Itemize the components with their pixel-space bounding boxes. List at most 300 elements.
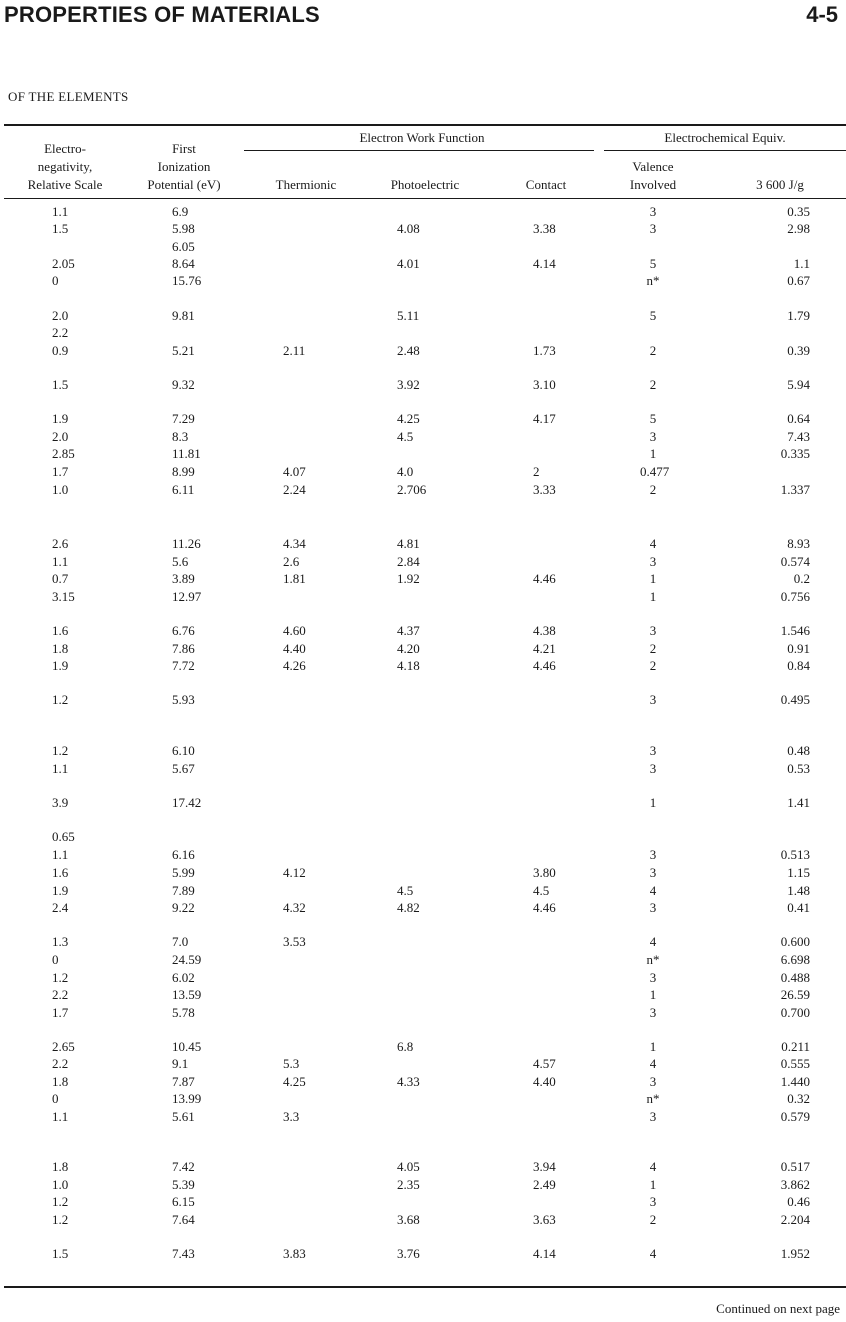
cell-contact: 2.49 [533, 1177, 556, 1192]
cell-photoelectric: 4.18 [397, 658, 420, 673]
cell-ionization: 5.6 [172, 554, 189, 569]
cell-ionization: 8.64 [172, 256, 195, 271]
cell-ionization: 7.87 [172, 1074, 195, 1089]
table-row [0, 570, 846, 588]
cell-ionization: 13.99 [172, 1091, 202, 1106]
cell-contact: 4.46 [533, 571, 556, 586]
cell-equiv: 0.488 [780, 970, 810, 985]
table-row [0, 794, 846, 812]
cell-photoelectric: 4.5 [397, 883, 414, 898]
cell-valence: 3 [649, 761, 657, 776]
cell-electronegativity: 1.0 [52, 482, 69, 497]
cell-valence: 3 [649, 900, 657, 915]
cell-equiv: 0.67 [787, 273, 810, 288]
cell-contact: 3.80 [533, 865, 556, 880]
cell-valence: 3 [649, 204, 657, 219]
col-header-contact: Contact [525, 177, 567, 192]
table-row [0, 622, 846, 640]
page-number: 4-5 [806, 2, 838, 27]
table-row [0, 553, 846, 571]
cell-photoelectric: 4.37 [397, 623, 420, 638]
cell-valence: 4 [649, 883, 657, 898]
col-header-thermionic: Thermionic [275, 177, 337, 192]
cell-thermionic: 1.81 [283, 571, 306, 586]
table-bottom-rule [4, 1286, 846, 1288]
cell-thermionic: 2.24 [283, 482, 306, 497]
cell-equiv: 5.94 [787, 377, 810, 392]
cell-ionization: 11.26 [172, 536, 201, 551]
cell-valence: n* [646, 273, 660, 288]
cell-valence: 2 [649, 641, 657, 656]
cell-equiv: 0.335 [780, 446, 810, 461]
col-header-photoelectric: Photoelectric [390, 177, 460, 192]
cell-valence: 1 [649, 1039, 657, 1054]
cell-equiv: 0.46 [787, 1194, 810, 1209]
cell-equiv: 0.39 [787, 343, 810, 358]
cell-equiv: 2.98 [787, 221, 810, 236]
cell-thermionic: 3.83 [283, 1246, 306, 1261]
cell-ionization: 7.0 [172, 934, 189, 949]
cell-valence: 1 [649, 795, 657, 810]
cell-valence: 5 [649, 308, 657, 323]
cell-valence: 2 [649, 1212, 657, 1227]
table-row [0, 481, 846, 499]
cell-electronegativity: 1.7 [52, 464, 69, 479]
cell-thermionic: 5.3 [283, 1056, 300, 1071]
cell-valence: 3 [649, 221, 657, 236]
cell-equiv: 1.546 [780, 623, 810, 638]
cell-electronegativity: 1.7 [52, 1005, 69, 1020]
cell-equiv: 7.43 [787, 429, 810, 444]
cell-valence: 3 [649, 847, 657, 862]
table-row [0, 986, 846, 1004]
cell-photoelectric: 4.5 [397, 429, 414, 444]
cell-valence: 3 [649, 1005, 657, 1020]
cell-contact: 4.5 [533, 883, 550, 898]
cell-electronegativity: 2.6 [52, 536, 69, 551]
cell-equiv: 26.59 [780, 987, 810, 1002]
cell-equiv: 3.862 [780, 1177, 810, 1192]
cell-valence: 4 [649, 1159, 657, 1174]
cell-photoelectric: 2.35 [397, 1177, 420, 1192]
cell-equiv: 0.517 [780, 1159, 810, 1174]
cell-ionization: 7.64 [172, 1212, 195, 1227]
cell-valence: 3 [649, 1109, 657, 1124]
cell-valence: 1 [649, 987, 657, 1002]
cell-photoelectric: 6.8 [397, 1039, 414, 1054]
cell-electronegativity: 1.1 [52, 554, 69, 569]
cell-ionization: 7.42 [172, 1159, 195, 1174]
cell-electronegativity: 1.1 [52, 1109, 69, 1124]
col-header-valence-line-2: Involved [629, 177, 677, 192]
cell-ionization: 8.3 [172, 429, 189, 444]
table-row [0, 1176, 846, 1194]
cell-electronegativity: 1.5 [52, 1246, 69, 1261]
group-header-electrochemical: Electrochemical Equiv. [664, 130, 786, 145]
cell-equiv: 0.53 [787, 761, 810, 776]
cell-ionization: 10.45 [172, 1039, 202, 1054]
cell-contact: 4.46 [533, 658, 556, 673]
cell-photoelectric: 4.82 [397, 900, 420, 915]
cell-valence: 3 [649, 554, 657, 569]
table-row [0, 1073, 846, 1091]
cell-ionization: 8.99 [172, 464, 195, 479]
cell-photoelectric: 3.76 [397, 1246, 420, 1261]
cell-contact: 1.73 [533, 343, 556, 358]
continued-note: Continued on next page [716, 1301, 840, 1316]
cell-equiv: 0.756 [780, 589, 810, 604]
cell-photoelectric: 4.81 [397, 536, 420, 551]
cell-photoelectric: 2.48 [397, 343, 420, 358]
cell-electronegativity: 1.1 [52, 847, 69, 862]
table-row [0, 588, 846, 606]
cell-ionization: 7.86 [172, 641, 195, 656]
cell-electronegativity: 1.8 [52, 1074, 69, 1089]
cell-valence: 4 [649, 536, 657, 551]
table-row [0, 846, 846, 864]
cell-electronegativity: 2.2 [52, 1056, 69, 1071]
cell-contact: 4.14 [533, 1246, 556, 1261]
cell-electronegativity: 0.65 [52, 829, 75, 844]
cell-valence: 2 [649, 343, 657, 358]
electrochemical-span-rule [604, 150, 846, 151]
col-header-ionization-line-2: Ionization [157, 159, 211, 174]
table-row [0, 760, 846, 778]
cell-electronegativity: 1.2 [52, 970, 69, 985]
cell-electronegativity: 3.15 [52, 589, 75, 604]
cell-electronegativity: 3.9 [52, 795, 69, 810]
table-row [0, 342, 846, 360]
cell-equiv: 0.91 [787, 641, 810, 656]
cell-photoelectric: 1.92 [397, 571, 420, 586]
col-header-electronegativity-line-1: Electro- [44, 141, 86, 156]
table-row [0, 324, 846, 342]
cell-contact: 3.38 [533, 221, 556, 236]
cell-equiv: 1.15 [787, 865, 810, 880]
cell-equiv: 0.41 [787, 900, 810, 915]
cell-valence: 1 [649, 1177, 657, 1192]
table-row [0, 657, 846, 675]
cell-electronegativity: 2.85 [52, 446, 75, 461]
cell-ionization: 6.02 [172, 970, 195, 985]
table-row [0, 828, 846, 846]
cell-ionization: 7.89 [172, 883, 195, 898]
cell-equiv: 0.555 [780, 1056, 810, 1071]
table-row [0, 951, 846, 969]
cell-equiv: 1.337 [780, 482, 810, 497]
cell-ionization: 5.39 [172, 1177, 195, 1192]
cell-electronegativity: 2.4 [52, 900, 69, 915]
cell-ionization: 5.98 [172, 221, 195, 236]
cell-valence: 1 [649, 571, 657, 586]
cell-photoelectric: 3.92 [397, 377, 420, 392]
cell-ionization: 5.61 [172, 1109, 195, 1124]
cell-contact: 2 [533, 464, 540, 479]
cell-contact: 4.17 [533, 411, 556, 426]
cell-electronegativity: 0.9 [52, 343, 69, 358]
col-header-ionization-line-3: Potential (eV) [147, 177, 221, 192]
cell-contact: 3.33 [533, 482, 556, 497]
cell-electronegativity: 1.2 [52, 1212, 69, 1227]
cell-photoelectric: 4.20 [397, 641, 420, 656]
table-row [0, 864, 846, 882]
table-row [0, 1245, 846, 1263]
cell-electronegativity: 2.65 [52, 1039, 75, 1054]
cell-equiv: 2.204 [780, 1212, 810, 1227]
cell-electronegativity: 0.7 [52, 571, 69, 586]
cell-electronegativity: 0 [52, 1091, 59, 1106]
cell-photoelectric: 3.68 [397, 1212, 420, 1227]
cell-contact: 4.57 [533, 1056, 556, 1071]
table-row [0, 969, 846, 987]
cell-ionization: 6.9 [172, 204, 189, 219]
cell-ionization: 9.1 [172, 1056, 189, 1071]
cell-electronegativity: 1.2 [52, 692, 69, 707]
cell-valence: 5 [649, 256, 657, 271]
cell-contact: 4.38 [533, 623, 556, 638]
cell-photoelectric: 4.01 [397, 256, 420, 271]
cell-valence: 4 [649, 1246, 657, 1261]
cell-ionization: 6.11 [172, 482, 195, 497]
cell-valence: 5 [649, 411, 657, 426]
table-row [0, 933, 846, 951]
table-row [0, 691, 846, 709]
table-row [0, 899, 846, 917]
cell-ionization: 5.78 [172, 1005, 195, 1020]
cell-thermionic: 2.11 [283, 343, 306, 358]
table-row [0, 1108, 846, 1126]
table-row [0, 1211, 846, 1229]
cell-ionization: 11.81 [172, 446, 201, 461]
header-bottom-rule [4, 198, 846, 199]
cell-valence: 3 [649, 1194, 657, 1209]
cell-valence: 2 [649, 658, 657, 673]
cell-valence: n* [646, 1091, 660, 1106]
cell-ionization: 17.42 [172, 795, 202, 810]
table-row [0, 410, 846, 428]
cell-valence: 3 [649, 623, 657, 638]
col-header-electronegativity-line-2: negativity, [37, 159, 93, 174]
cell-valence: 3 [649, 692, 657, 707]
cell-equiv: 0.495 [780, 692, 810, 707]
cell-equiv: 0.574 [780, 554, 810, 569]
cell-contact: 4.14 [533, 256, 556, 271]
cell-electronegativity: 1.8 [52, 641, 69, 656]
cell-ionization: 13.59 [172, 987, 202, 1002]
table-row [0, 1193, 846, 1211]
table-row [0, 1090, 846, 1108]
cell-electronegativity: 2.2 [52, 987, 69, 1002]
cell-equiv: 1.952 [780, 1246, 810, 1261]
cell-valence: 4 [649, 934, 657, 949]
cell-ionization: 24.59 [172, 952, 202, 967]
cell-equiv: 1.79 [787, 308, 810, 323]
cell-equiv: 0.84 [787, 658, 810, 673]
cell-equiv: 1.440 [780, 1074, 810, 1089]
cell-electronegativity: 1.9 [52, 411, 69, 426]
cell-ionization: 7.29 [172, 411, 195, 426]
cell-ionization: 3.89 [172, 571, 195, 586]
table-row [0, 1038, 846, 1056]
cell-valence: 1 [649, 446, 657, 461]
cell-equiv: 0.513 [780, 847, 810, 862]
cell-ionization: 6.76 [172, 623, 195, 638]
cell-electronegativity: 1.6 [52, 623, 69, 638]
cell-equiv: 0.48 [787, 743, 810, 758]
cell-thermionic: 3.3 [283, 1109, 300, 1124]
col-header-ionization-line-1: First [172, 141, 196, 156]
cell-equiv: 1.48 [787, 883, 810, 898]
cell-equiv: 0.64 [787, 411, 810, 426]
cell-photoelectric: 4.08 [397, 221, 420, 236]
cell-thermionic: 4.07 [283, 464, 306, 479]
cell-electronegativity: 1.3 [52, 934, 69, 949]
cell-photoelectric: 5.11 [397, 308, 420, 323]
cell-contact: 3.10 [533, 377, 556, 392]
cell-electronegativity: 1.0 [52, 1177, 69, 1192]
table-row [0, 220, 846, 238]
table-row [0, 376, 846, 394]
cell-valence: 2 [649, 482, 657, 497]
col-header-valence-line-1: Valence [632, 159, 674, 174]
cell-ionization: 12.97 [172, 589, 202, 604]
cell-electronegativity: 0 [52, 952, 59, 967]
cell-ionization: 5.67 [172, 761, 195, 776]
cell-electronegativity: 2.2 [52, 325, 69, 340]
cell-valence: 4 [649, 1056, 657, 1071]
cell-ionization: 7.43 [172, 1246, 195, 1261]
cell-ionization: 5.93 [172, 692, 195, 707]
cell-valence: 3 [649, 1074, 657, 1089]
table-top-rule [4, 124, 846, 126]
cell-ionization: 6.15 [172, 1194, 195, 1209]
cell-photoelectric: 2.706 [397, 482, 427, 497]
cell-equiv: 0.700 [780, 1005, 810, 1020]
cell-electronegativity: 1.2 [52, 1194, 69, 1209]
cell-electronegativity: 2.0 [52, 308, 69, 323]
col-header-ionization [126, 140, 242, 194]
cell-ionization: 15.76 [172, 273, 202, 288]
cell-valence: 1 [649, 589, 657, 604]
cell-thermionic: 4.12 [283, 865, 306, 880]
cell-ionization: 7.72 [172, 658, 195, 673]
cell-valence: n* [646, 952, 660, 967]
cell-thermionic: 4.60 [283, 623, 306, 638]
cell-thermionic: 4.32 [283, 900, 306, 915]
cell-ionization: 9.22 [172, 900, 195, 915]
cell-electronegativity: 1.8 [52, 1159, 69, 1174]
cell-thermionic: 4.25 [283, 1074, 306, 1089]
table-row [0, 255, 846, 273]
cell-valence: 0.477 [640, 464, 670, 479]
cell-equiv: 0.579 [780, 1109, 810, 1124]
col-header-equiv: 3 600 J/g [756, 177, 804, 192]
cell-thermionic: 3.53 [283, 934, 306, 949]
cell-contact: 3.63 [533, 1212, 556, 1227]
cell-thermionic: 2.6 [283, 554, 300, 569]
table-row [0, 463, 846, 481]
cell-electronegativity: 1.1 [52, 204, 69, 219]
table-row [0, 203, 846, 221]
cell-electronegativity: 1.5 [52, 377, 69, 392]
cell-thermionic: 4.34 [283, 536, 306, 551]
cell-ionization: 9.81 [172, 308, 195, 323]
cell-valence: 2 [649, 377, 657, 392]
cell-electronegativity: 1.5 [52, 221, 69, 236]
cell-equiv: 0.35 [787, 204, 810, 219]
cell-photoelectric: 4.33 [397, 1074, 420, 1089]
table-row [0, 1055, 846, 1073]
col-header-electronegativity-line-3: Relative Scale [27, 177, 103, 192]
cell-electronegativity: 0 [52, 273, 59, 288]
cell-ionization: 6.16 [172, 847, 195, 862]
cell-photoelectric: 4.05 [397, 1159, 420, 1174]
cell-electronegativity: 1.2 [52, 743, 69, 758]
cell-contact: 4.46 [533, 900, 556, 915]
cell-ionization: 6.05 [172, 239, 195, 254]
col-header-electronegativity [4, 140, 126, 194]
cell-valence: 3 [649, 743, 657, 758]
cell-electronegativity: 1.6 [52, 865, 69, 880]
cell-electronegativity: 2.05 [52, 256, 75, 271]
cell-electronegativity: 2.0 [52, 429, 69, 444]
cell-contact: 3.94 [533, 1159, 556, 1174]
table-row [0, 1158, 846, 1176]
cell-valence: 3 [649, 865, 657, 880]
table-row [0, 445, 846, 463]
group-header-work-function: Electron Work Function [359, 130, 485, 145]
work-function-span-rule [244, 150, 594, 151]
cell-thermionic: 4.40 [283, 641, 306, 656]
table-row [0, 742, 846, 760]
table-row [0, 307, 846, 325]
table-row [0, 272, 846, 290]
table-row [0, 535, 846, 553]
cell-ionization: 5.21 [172, 343, 195, 358]
cell-thermionic: 4.26 [283, 658, 306, 673]
cell-equiv: 1.1 [793, 256, 810, 271]
table-subtitle: OF THE ELEMENTS [8, 89, 129, 104]
cell-ionization: 6.10 [172, 743, 195, 758]
cell-equiv: 0.32 [787, 1091, 810, 1106]
running-header-title: PROPERTIES OF MATERIALS [4, 2, 320, 27]
cell-valence: 3 [649, 970, 657, 985]
cell-ionization: 9.32 [172, 377, 195, 392]
cell-equiv: 1.41 [787, 795, 810, 810]
cell-equiv: 6.698 [780, 952, 810, 967]
table-row [0, 882, 846, 900]
cell-valence: 3 [649, 429, 657, 444]
cell-equiv: 0.600 [780, 934, 810, 949]
cell-photoelectric: 2.84 [397, 554, 420, 569]
cell-contact: 4.40 [533, 1074, 556, 1089]
cell-electronegativity: 1.1 [52, 761, 69, 776]
cell-equiv: 0.2 [793, 571, 810, 586]
table-row [0, 428, 846, 446]
table-row [0, 238, 846, 256]
cell-photoelectric: 4.25 [397, 411, 420, 426]
cell-electronegativity: 1.9 [52, 883, 69, 898]
table-row [0, 1004, 846, 1022]
table-row [0, 640, 846, 658]
cell-photoelectric: 4.0 [397, 464, 414, 479]
cell-equiv: 0.211 [781, 1039, 810, 1054]
cell-contact: 4.21 [533, 641, 556, 656]
cell-ionization: 5.99 [172, 865, 195, 880]
cell-equiv: 8.93 [787, 536, 810, 551]
col-header-valence [613, 158, 693, 194]
cell-electronegativity: 1.9 [52, 658, 69, 673]
